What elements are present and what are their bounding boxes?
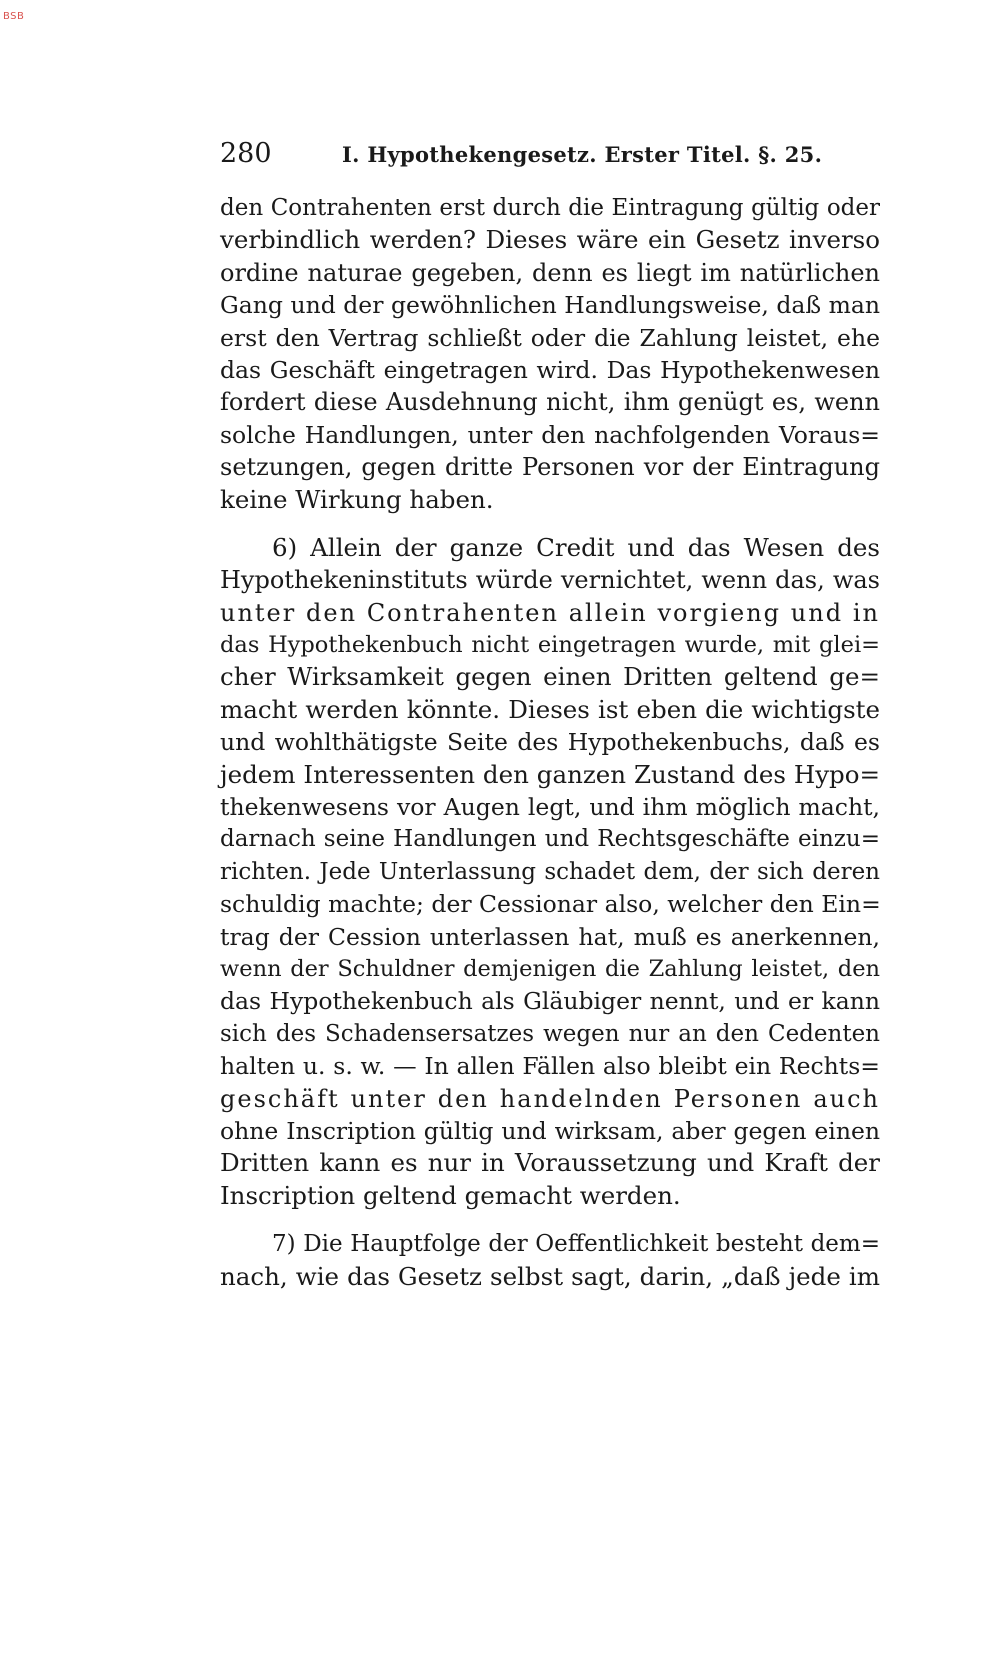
text-line: trag der Cession unterlassen hat, muß es anerkennen, [220, 922, 880, 951]
running-head-title: I. Hypothekengesetz. Erster Titel. §. 25. [342, 142, 823, 167]
text-line: solche Handlungen, unter den nachfolgenden Voraus= [220, 420, 880, 449]
text-line: 7) Die Hauptfolge der Oeffentlichkeit besteht dem= [272, 1231, 880, 1258]
page-number: 280 [220, 138, 272, 169]
text-line: Hypothekeninstituts würde vernichtet, wenn das, was [220, 566, 880, 595]
text-line: sich des Schadensersatzes wegen nur an den Cedenten [220, 1020, 880, 1047]
text-line: Inscription geltend gemacht werden. [220, 1180, 681, 1210]
text-line: ordine naturae gegeben, denn es liegt im natürlichen [220, 258, 880, 287]
text-line: unter den Contrahenten allein vorgieng und in [220, 598, 880, 627]
text-line: darnach seine Handlungen und Rechtsgeschäfte einzu= [220, 826, 880, 853]
running-head [220, 138, 880, 178]
text-line: das Hypothekenbuch nicht eingetragen wurde, mit glei= [220, 632, 880, 659]
text-line: Gang und der gewöhnlichen Handlungsweise, daß man [220, 291, 880, 320]
text-line: richten. Jede Unterlassung schadet dem, der sich deren [220, 858, 880, 885]
text-line: fordert diese Ausdehnung nicht, ihm genügt es, wenn [220, 388, 880, 417]
text-line: keine Wirkung haben. [220, 484, 494, 514]
book-page [220, 138, 880, 1293]
text-line: das Hypothekenbuch als Gläubiger nennt, und er kann [220, 987, 880, 1016]
text-line: verbindlich werden? Dieses wäre ein Gesetz inverso [220, 225, 880, 255]
text-line: setzungen, gegen dritte Personen vor der Eintragung [220, 453, 880, 482]
paragraph-6 [220, 532, 880, 1212]
text-line: den Contrahenten erst durch die Eintragung gültig oder [220, 195, 880, 221]
paragraph-7 [220, 1228, 880, 1293]
library-watermark: BSB [3, 11, 25, 22]
text-line: erst den Vertrag schließt oder die Zahlung leistet, ehe [220, 323, 880, 352]
text-line: macht werden könnte. Dieses ist eben die wichtigste [220, 694, 880, 724]
text-line: ohne Inscription gültig und wirksam, aber gegen einen [220, 1116, 880, 1145]
text-line: 6) Allein der ganze Credit und das Wesen des [272, 532, 880, 562]
text-line: jedem Interessenten den ganzen Zustand des Hypo= [220, 759, 880, 789]
text-line: thekenwesens vor Augen legt, und ihm möglich macht, [220, 793, 880, 822]
text-line: Dritten kann es nur in Voraussetzung und Kraft der [220, 1148, 880, 1178]
text-line: geschäft unter den handelnden Personen auch [220, 1084, 880, 1113]
paragraph-continuation [220, 192, 880, 516]
text-line: wenn der Schuldner demjenigen die Zahlung leistet, den [220, 955, 880, 982]
text-line: das Geschäft eingetragen wird. Das Hypothekenwesen [220, 355, 880, 384]
text-line: und wohlthätigste Seite des Hypothekenbuchs, daß es [220, 728, 880, 757]
text-line: schuldig machte; der Cessionar also, welcher den Ein= [220, 890, 881, 919]
text-line: nach, wie das Gesetz selbst sagt, darin, „daß jede im [220, 1261, 880, 1291]
text-line: halten u. s. w. — In allen Fällen also bleibt ein Rechts= [220, 1052, 880, 1081]
text-line: cher Wirksamkeit gegen einen Dritten geltend ge= [220, 662, 880, 692]
